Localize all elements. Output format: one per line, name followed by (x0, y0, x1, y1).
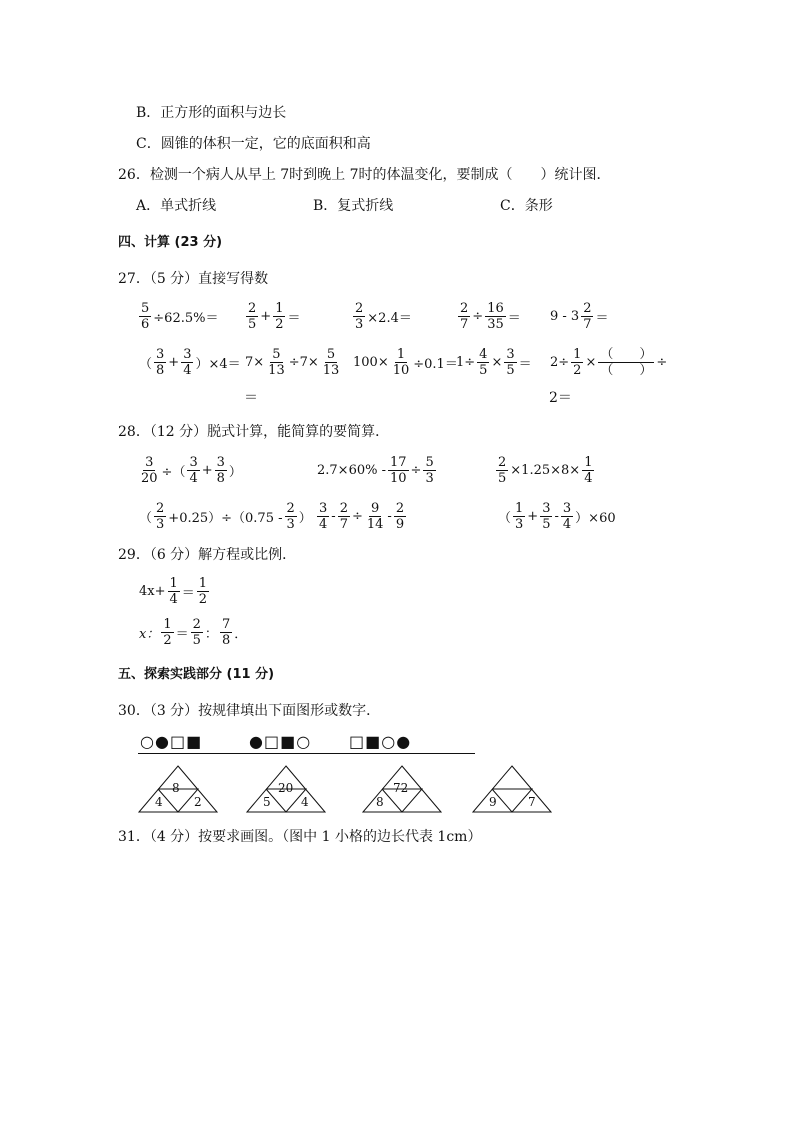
q28-expr-3: $\frac{2}{5}$ ×1.25×8× $\frac{1}{4}$ (498, 454, 593, 486)
fraction: $\frac{2}{3}$ (286, 500, 295, 532)
fraction: $\frac{2}{7}$ (339, 500, 348, 532)
hollow-square-icon: □ (169, 732, 187, 751)
section-4-heading: 四、计算 (23 分) (118, 235, 223, 250)
fraction: $\frac{1}{10}$ (392, 346, 410, 378)
fraction: $\frac{2}{7}$ (583, 300, 592, 332)
hollow-square-icon: □ (349, 732, 366, 751)
blank-fraction[interactable]: $\frac{( )}{( )}$ (600, 346, 653, 378)
filled-square-icon: ■ (280, 732, 297, 751)
q28-expr-5: $\frac{3}{4}$ - $\frac{2}{7}$ ÷ $\frac{9}{14}$ - $\frac{2}{9}$ (319, 500, 405, 532)
hollow-circle-icon: ○ (296, 732, 312, 751)
q28-expr-1: $\frac{3}{20}$ ÷（ $\frac{3}{4}$ + $\frac{3}{8}$ ） (141, 454, 242, 486)
q27-expr-7-equals: ＝ (244, 390, 258, 406)
q26-text: 26．检测一个病人从早上 7时到晚上 7时的体温变化，要制成（ ）统计图． (118, 167, 611, 183)
q27-expr-5: 9 - 3 $\frac{2}{7}$ ＝ (550, 300, 609, 332)
fraction: $\frac{1}{2}$ (275, 300, 284, 332)
triangle-puzzle-3 (362, 765, 442, 813)
q28-expr-4: （ $\frac{2}{3}$ +0.25）÷（0.75 - $\frac{2}{3}$ ） (139, 500, 312, 532)
fraction: $\frac{3}{4}$ (319, 500, 328, 532)
triangle-right-number: 7 (528, 795, 536, 809)
triangle-puzzle-2 (246, 765, 326, 813)
fraction: $\frac{16}{35}$ (487, 300, 504, 332)
fraction: $\frac{3}{8}$ (156, 346, 165, 378)
shape-group-2 (249, 733, 311, 751)
triangle-top-number: 72 (393, 781, 409, 795)
q28-expr-6: （ $\frac{1}{3}$ + $\frac{3}{5}$ - $\frac{3}{4}$ ）×60 (498, 500, 616, 532)
option-c: C．圆锥的体积一定，它的底面积和高 (136, 136, 371, 152)
fraction: $\frac{2}{9}$ (395, 500, 405, 532)
q29-title: 29．（6 分）解方程或比例． (118, 547, 297, 563)
fraction: $\frac{1}{3}$ (515, 500, 524, 532)
fraction: $\frac{4}{5}$ (479, 346, 488, 378)
q27-expr-2: $\frac{2}{5}$ + $\frac{1}{2}$ ＝ (248, 300, 301, 332)
fraction: $\frac{2}{7}$ (460, 300, 469, 332)
q26-option-a: A．单式折线 (136, 198, 217, 214)
filled-square-icon: ■ (186, 732, 203, 751)
hollow-circle-icon: ○ (140, 732, 155, 751)
fraction: $\frac{2}{5}$ (192, 616, 201, 648)
triangle-puzzle-4 (472, 765, 552, 813)
fraction: $\frac{1}{4}$ (169, 575, 178, 607)
fraction: $\frac{2}{5}$ (248, 300, 257, 332)
q27-title: 27．（5 分）直接写得数 (118, 271, 269, 287)
q31-text: 31．（4 分）按要求画图。（图中 1 小格的边长代表 1cm） (118, 829, 482, 845)
q30-title: 30．（3 分）按规律填出下面图形或数字． (118, 703, 381, 719)
filled-circle-icon: ● (249, 732, 264, 751)
fraction: $\frac{2}{3}$ (355, 300, 364, 332)
fraction: $\frac{1}{2}$ (573, 346, 582, 378)
fraction: $\frac{3}{4}$ (189, 454, 198, 486)
q27-expr-9: 1÷ $\frac{4}{5}$ × $\frac{3}{5}$ ＝ (456, 346, 532, 378)
q29-proportion-2: x： $\frac{1}{2}$ ＝ $\frac{2}{5}$ ： $\frac{7}{8}$ ． (139, 616, 248, 648)
triangle-right-number: 4 (301, 795, 309, 809)
fraction: $\frac{1}{2}$ (163, 616, 172, 648)
q28-expr-2: 2.7×60% - $\frac{17}{10}$ ÷ $\frac{5}{3}$ (317, 454, 434, 486)
fraction: $\frac{1}{2}$ (198, 575, 208, 607)
fraction: $\frac{3}{20}$ (141, 454, 158, 486)
fraction: $\frac{3}{4}$ (183, 346, 192, 378)
triangle-right-number: 2 (194, 795, 202, 809)
q27-expr-10: 2÷ $\frac{1}{2}$ × $\frac{( )}{( )}$ ÷ (550, 346, 668, 378)
fraction: $\frac{5}{13}$ (322, 346, 340, 378)
shape-group-3 (349, 733, 411, 751)
triangle-top-number: 8 (172, 781, 180, 795)
q27-expr-6: （ $\frac{3}{8}$ + $\frac{3}{4}$ ）×4＝ (139, 346, 241, 378)
fraction: $\frac{5}{13}$ (268, 346, 285, 378)
q27-expr-3: $\frac{2}{3}$ ×2.4＝ (355, 300, 412, 332)
fraction: $\frac{3}{5}$ (506, 346, 515, 378)
hollow-square-icon: □ (263, 732, 281, 751)
q27-expr-1: $\frac{5}{6}$ ÷62.5%＝ (141, 300, 219, 332)
q26-option-b: B．复式折线 (313, 198, 394, 214)
triangle-shape (472, 765, 552, 813)
fraction: $\frac{5}{3}$ (425, 454, 434, 486)
triangle-left-number: 4 (155, 795, 163, 809)
shape-group-1 (140, 733, 202, 751)
q27-expr-8: 100× $\frac{1}{10}$ ÷0.1＝ (353, 346, 458, 378)
fraction: $\frac{3}{8}$ (216, 454, 225, 486)
triangle-left-number: 8 (376, 795, 384, 809)
fraction: $\frac{9}{14}$ (366, 500, 384, 532)
filled-circle-icon: ● (396, 732, 412, 751)
triangle-top-number: 20 (278, 781, 294, 795)
q26-option-c: C．条形 (500, 198, 553, 214)
fraction: $\frac{3}{4}$ (562, 500, 572, 532)
fraction: $\frac{2}{3}$ (156, 500, 165, 532)
q27-expr-10-equals: 2＝ (549, 390, 572, 406)
fraction: $\frac{7}{8}$ (221, 616, 231, 648)
fraction: $\frac{3}{5}$ (542, 500, 551, 532)
q29-equation-1: 4x+ $\frac{1}{4}$ ＝ $\frac{1}{2}$ (139, 575, 208, 607)
q27-expr-4: $\frac{2}{7}$ ÷ $\frac{16}{35}$ ＝ (460, 300, 521, 332)
triangle-left-number: 9 (489, 795, 497, 809)
hollow-circle-icon: ○ (381, 732, 397, 751)
fraction: $\frac{2}{5}$ (498, 454, 507, 486)
q28-title: 28．（12 分）脱式计算，能简算的要简算． (118, 424, 390, 440)
fraction: $\frac{5}{6}$ (141, 300, 150, 332)
triangle-puzzle-1 (138, 765, 218, 813)
filled-circle-icon: ● (154, 732, 170, 751)
triangle-left-number: 5 (263, 795, 271, 809)
option-b: B．正方形的面积与边长 (136, 105, 287, 121)
section-5-heading: 五、探索实践部分 (11 分) (118, 667, 275, 682)
q27-expr-7: 7× $\frac{5}{13}$ ÷7× $\frac{5}{13}$ (245, 346, 340, 378)
fraction: $\frac{17}{10}$ (390, 454, 407, 486)
filled-square-icon: ■ (365, 732, 382, 751)
fraction: $\frac{1}{4}$ (584, 454, 593, 486)
shape-pattern (138, 733, 475, 754)
